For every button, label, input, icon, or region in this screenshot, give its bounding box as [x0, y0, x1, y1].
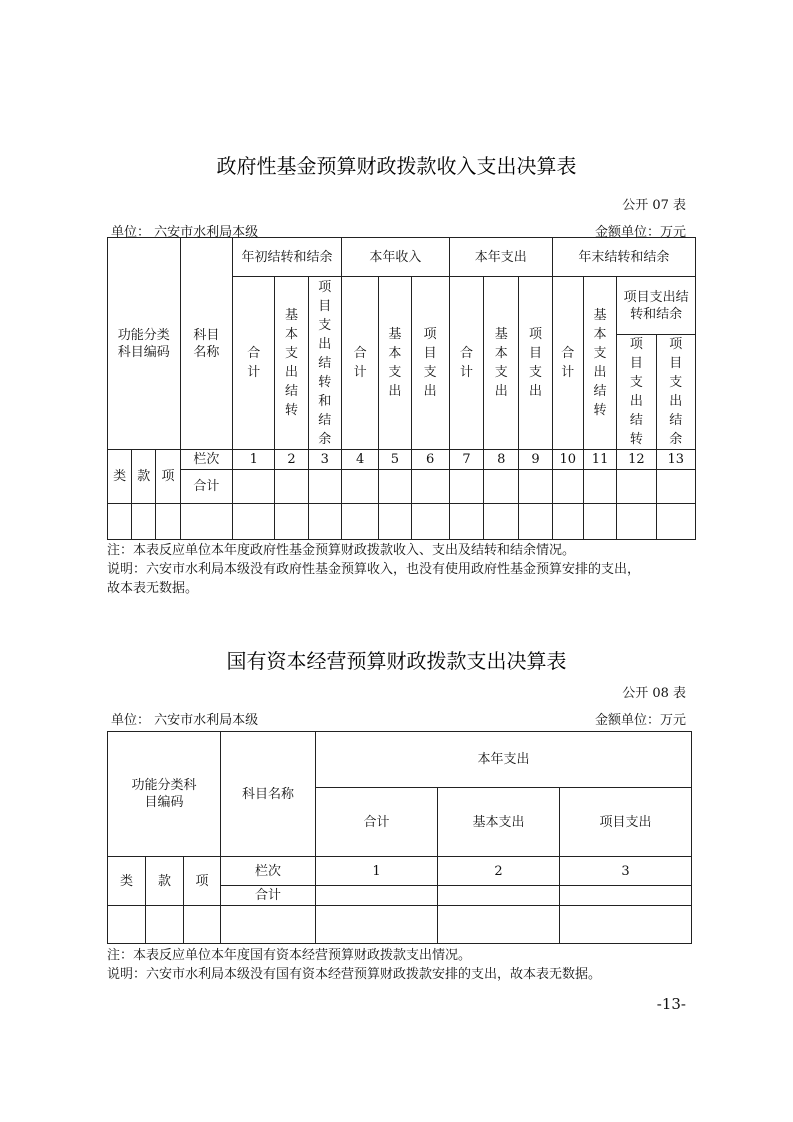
begin-project-carry-header: 项目支出结转和结余 [308, 277, 341, 450]
table2-code: 公开 08 表 [622, 686, 686, 701]
col-index: 2 [438, 857, 560, 886]
empty-row [108, 504, 696, 540]
expense-total-header: 合计 [449, 277, 483, 450]
end-project-carry-header: 项目支出结转 [617, 335, 656, 450]
table2-unit: 单位： 六安市水利局本级 [111, 713, 259, 728]
col-index: 9 [519, 450, 552, 470]
col-index: 8 [484, 450, 519, 470]
table1-code: 公开 07 表 [622, 198, 686, 213]
group-end-header: 年末结转和结余 [552, 238, 695, 277]
col-index: 12 [617, 450, 656, 470]
col-index: 5 [379, 450, 411, 470]
subject-name-header: 科目名称 [221, 732, 316, 857]
col-index: 6 [411, 450, 449, 470]
table2-note: 注：本表反应单位本年度国有资本经营预算财政拨款支出情况。 [107, 948, 472, 963]
end-project-carry-group-header: 项目支出结转和结余 [617, 277, 696, 335]
col-index: 3 [560, 857, 692, 886]
group-expense-header: 本年支出 [316, 732, 692, 788]
col-index: 11 [583, 450, 616, 470]
empty-row [108, 906, 692, 944]
table1-amount-unit: 金额单位：万元 [594, 225, 686, 240]
row-index-label: 栏次 [221, 857, 316, 886]
kuan-header: 款 [132, 450, 156, 504]
income-project-header: 项目支出 [411, 277, 449, 450]
func-code-header: 功能分类科目编码 [108, 732, 221, 857]
table1-explanation-cont: 故本表无数据。 [107, 581, 199, 596]
subject-name-header: 科目名称 [180, 238, 232, 450]
xiang-header: 项 [156, 450, 180, 504]
col-index: 2 [275, 450, 308, 470]
index-row [108, 450, 696, 470]
total-row [108, 470, 696, 504]
table2-explanation: 说明：六安市水利局本级没有国有资本经营预算财政拨款安排的支出，故本表无数据。 [107, 967, 602, 982]
page-number: -13- [656, 995, 686, 1013]
end-total-header: 合计 [552, 277, 583, 450]
col-index: 4 [341, 450, 378, 470]
income-basic-header: 基本支出 [379, 277, 411, 450]
group-expense-header: 本年支出 [449, 238, 552, 277]
row-total-label: 合计 [180, 470, 232, 504]
table1-unit: 单位： 六安市水利局本级 [111, 225, 259, 240]
col-index: 7 [449, 450, 483, 470]
table1 [107, 237, 696, 540]
table2-amount-unit: 金额单位：万元 [594, 713, 686, 728]
row-total-label: 合计 [221, 886, 316, 906]
end-project-balance-header: 项目支出结余 [656, 335, 695, 450]
expense-project-header: 项目支出 [560, 788, 692, 857]
expense-total-header: 合计 [316, 788, 438, 857]
expense-basic-header: 基本支出 [438, 788, 560, 857]
end-basic-carry-header: 基本支出结转 [583, 277, 616, 450]
col-index: 1 [316, 857, 438, 886]
begin-total-header: 合计 [233, 277, 275, 450]
func-code-header: 功能分类科目编码 [108, 238, 181, 450]
table1-explanation: 说明：六安市水利局本级没有政府性基金预算收入，也没有使用政府性基金预算安排的支出， [107, 562, 641, 577]
table2-title: 国有资本经营预算财政拨款支出决算表 [226, 649, 567, 673]
xiang-header: 项 [184, 857, 221, 906]
row-index-label: 栏次 [180, 450, 232, 470]
income-total-header: 合计 [341, 277, 378, 450]
lei-header: 类 [108, 450, 132, 504]
expense-basic-header: 基本支出 [484, 277, 519, 450]
col-index: 1 [233, 450, 275, 470]
expense-project-header: 项目支出 [519, 277, 552, 450]
table2 [107, 731, 692, 944]
col-index: 3 [308, 450, 341, 470]
table1-title: 政府性基金预算财政拨款收入支出决算表 [216, 154, 577, 178]
group-begin-header: 年初结转和结余 [233, 238, 342, 277]
col-index: 10 [552, 450, 583, 470]
group-income-header: 本年收入 [341, 238, 449, 277]
lei-header: 类 [108, 857, 146, 906]
table1-note: 注：本表反应单位本年度政府性基金预算财政拨款收入、支出及结转和结余情况。 [107, 543, 576, 558]
kuan-header: 款 [146, 857, 184, 906]
index-row [108, 857, 692, 886]
col-index: 13 [656, 450, 695, 470]
begin-basic-carry-header: 基本支出结转 [275, 277, 308, 450]
